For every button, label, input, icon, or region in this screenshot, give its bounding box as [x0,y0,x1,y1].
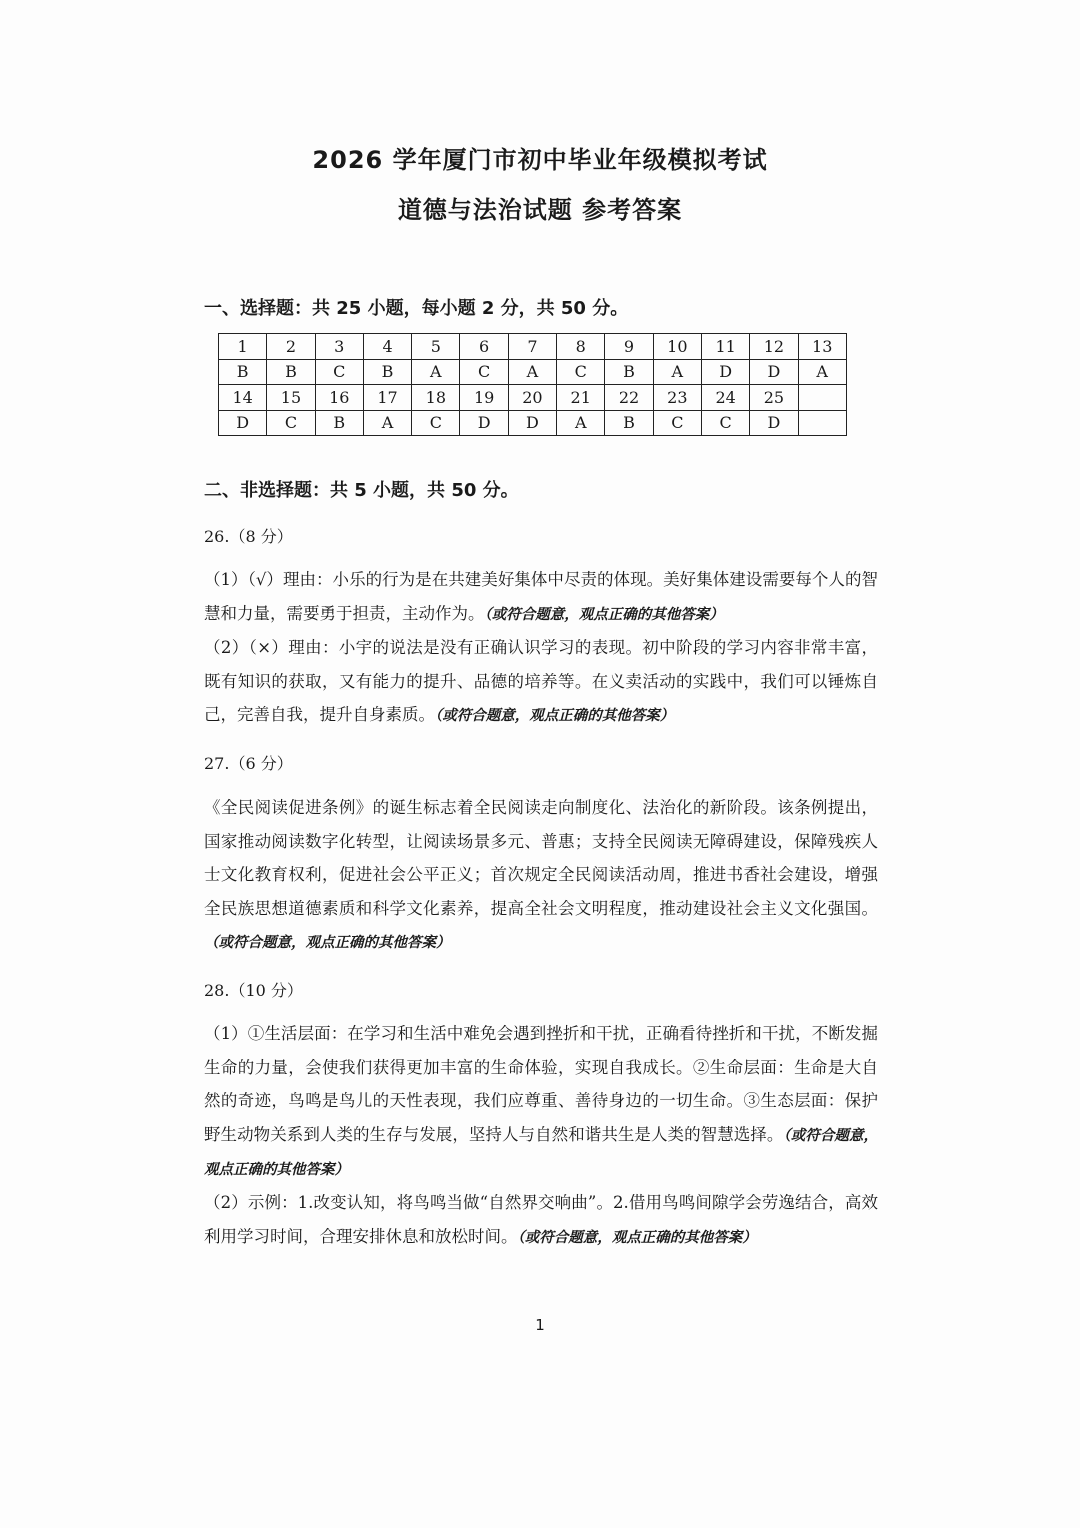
answer-cell: B [363,359,411,385]
answer-note: （或符合题意，观点正确的其他答案） [204,934,451,951]
answer-cell: C [460,359,508,385]
answer-cell: A [557,410,605,436]
page-title: 2026 学年厦门市初中毕业年级模拟考试 [312,146,768,174]
answer-cell: A [798,359,846,385]
question-number-cell: 19 [460,385,508,411]
section1-heading: 一、选择题：共 25 小题，每小题 2 分，共 50 分。 [204,298,629,319]
table-row [219,334,847,360]
answer-note: （或符合题意，观点正确的其他答案） [484,605,724,623]
question-number-cell: 5 [412,334,460,360]
answer-cell: D [460,410,508,436]
answer-text: （2）示例：1.改变认知，将鸟鸣当做“自然界交响曲”。2.借用鸟鸣间隙学会劳逸结合，高效利用学习时间，合理安排休息和放松时间。 [204,1193,878,1246]
question-number-cell: 23 [653,385,701,411]
question-number-cell: 9 [605,334,653,360]
question-number-cell: 8 [557,334,605,360]
page-number: 1 [535,1316,545,1334]
answer-cell: D [750,410,798,436]
answer-cell: D [750,359,798,385]
answer-note: （或符合题意，观点正确的其他答案） [517,1228,757,1246]
page-subtitle: 道德与法治试题 参考答案 [397,196,683,224]
answer-cell: C [701,410,749,436]
table-row [219,359,847,385]
table-row [219,385,847,411]
answer-cell: C [315,359,363,385]
section2-heading: 二、非选择题：共 5 小题，共 50 分。 [204,480,519,501]
answer-cell: C [267,410,315,436]
answer-cell: B [605,410,653,436]
q28-answer-2 [204,1186,878,1254]
answer-text: 《全民阅读促进条例》的诞生标志着全民阅读走向制度化、法治化的新阶段。该条例提出，国家推动阅读数字化转型，让阅读场景多元、普惠；支持全民阅读无障碍建设，保障残疾人士文化教育权利，促进社会公平正义；首次规定全民阅读活动周，推进书香社会建设，增强全民族思想道德素质和科学文化素养，提高全社会文明程度，推动建设社会主义文化强国。 [204,798,878,918]
q26-answer-1 [204,563,878,631]
answer-cell: D [508,410,556,436]
q28-answer-1 [204,1017,878,1187]
question-number-cell: 14 [219,385,267,411]
q26-answer-2 [204,631,878,733]
question-number-cell: 2 [267,334,315,360]
answer-cell [798,410,846,436]
question-number-cell [798,385,846,411]
question-number-cell: 3 [315,334,363,360]
answer-text: （2）（×）理由：小宇的说法是没有正确认识学习的表现。初中阶段的学习内容非常丰富，既有知识的获取，又有能力的提升、品德的培养等。在义卖活动的实践中，我们可以锤炼自己，完善自我，提升自身素质。 [204,638,878,724]
answer-text: （1）（√）理由：小乐的行为是在共建美好集体中尽责的体现。美好集体建设需要每个人的智慧和力量，需要勇于担责，主动作为。 [204,570,878,623]
question-number-cell: 4 [363,334,411,360]
answer-cell: C [653,410,701,436]
answer-cell: C [557,359,605,385]
question-number-cell: 20 [508,385,556,411]
question-number-cell: 6 [460,334,508,360]
answer-cell: A [653,359,701,385]
answer-cell: D [701,359,749,385]
q27-answer [204,791,878,960]
question-number-cell: 18 [412,385,460,411]
answer-cell: A [508,359,556,385]
question-number-cell: 24 [701,385,749,411]
question-number-cell: 15 [267,385,315,411]
question-number-cell: 11 [701,334,749,360]
answer-cell: B [315,410,363,436]
answer-note: （或符合题意，观点正确的其他答案） [204,1126,879,1178]
table-row [219,410,847,436]
answer-cell: B [219,359,267,385]
answer-cell: A [363,410,411,436]
q27-heading: 27.（6 分） [204,754,293,773]
answer-note: （或符合题意，观点正确的其他答案） [435,707,675,724]
question-number-cell: 7 [508,334,556,360]
question-number-cell: 16 [315,385,363,411]
q28-heading: 28.（10 分） [204,981,303,1000]
answer-cell: D [219,410,267,436]
answer-table [218,333,847,436]
answer-cell: B [605,359,653,385]
answer-cell: B [267,359,315,385]
question-number-cell: 12 [750,334,798,360]
answer-text: （1）①生活层面：在学习和生活中难免会遇到挫折和干扰，正确看待挫折和干扰，不断发掘生命的力量，会使我们获得更加丰富的生命体验，实现自我成长。②生命层面：生命是大自然的奇迹，鸟鸣是鸟儿的天性表现，我们应尊重、善待身边的一切生命。③生态层面：保护野生动物关系到人类的生存与发展，坚持人与自然和谐共生是人类的智慧选择。 [204,1024,878,1144]
question-number-cell: 17 [363,385,411,411]
q26-heading: 26.（8 分） [204,527,293,546]
question-number-cell: 22 [605,385,653,411]
answer-cell: A [412,359,460,385]
question-number-cell: 10 [653,334,701,360]
question-number-cell: 13 [798,334,846,360]
question-number-cell: 1 [219,334,267,360]
question-number-cell: 25 [750,385,798,411]
question-number-cell: 21 [557,385,605,411]
answer-cell: C [412,410,460,436]
